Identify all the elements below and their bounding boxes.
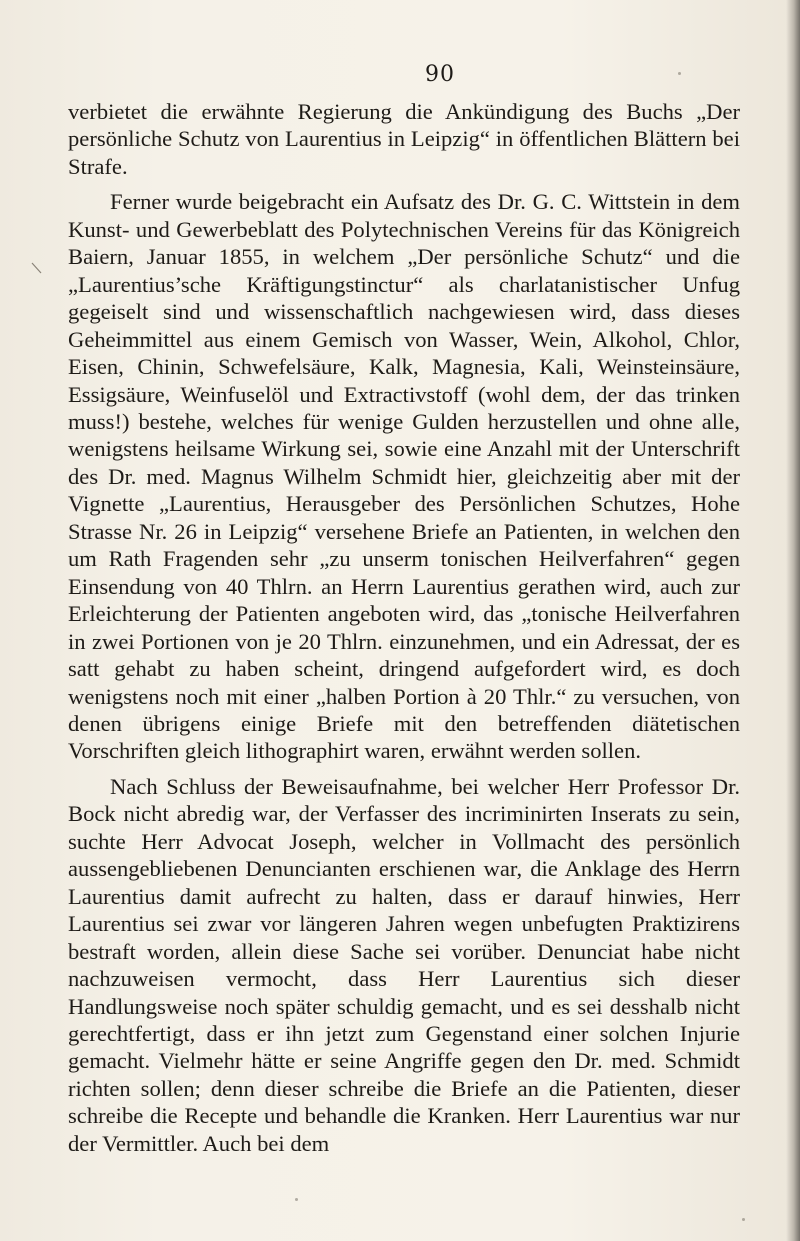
paper-speck [678, 72, 681, 75]
margin-pencil-mark [30, 261, 44, 275]
paragraph: Ferner wurde beigebracht ein Aufsatz des Dr. G. C. Wittstein in dem Kunst- und Gewerbeblatt des Polytechnischen Vereins für das Königreich Baiern, Januar 1855, in welchem „Der persönliche Schutz“ und die „Laurentius’sche Kräftigungstinctur“ als charlatanistischer Unfug gegeiselt sind und wissenschaftlich nachgewiesen wird, dass dieses Geheimmittel aus einem Gemisch von Wasser, Wein, Alkohol, Chlor, Eisen, Chinin, Schwefelsäure, Kalk, Magnesia, Kali, Weinsteinsäure, Essigsäure, Weinfuselöl und Extractivstoff (wohl dem, der das trinken muss!) bestehe, welches für wenige Gulden herzustellen und ohne alle, wenigstens heilsame Wirkung sei, sowie eine Anzahl mit der Unterschrift des Dr. med. Magnus Wilhelm Schmidt hier, gleichzeitig aber mit der Vignette „Laurentius, Herausgeber des Persönlichen Schutzes, Hohe Strasse Nr. 26 in Leipzig“ versehene Briefe an Patienten, in welchen den um Rath Fragenden sehr „zu unserm tonischen Heilverfahren“ gegen Einsendung von 40 Thlrn. an Herrn Laurentius gerathen wird, auch zur Erleichterung der Patienten angeboten wird, das „tonische Heilverfahren in zwei Portionen von je 20 Thlrn. einzunehmen, und ein Adressat, der es satt gehabt zu haben scheint, dringend aufgefordert wird, es doch wenigstens noch mit einer „halben Portion à 20 Thlr.“ zu versuchen, von denen übrigens einige Briefe mit den betreffenden diätetischen Vorschriften gleich lithographirt waren, erwähnt werden sollen. [68, 189, 740, 764]
paper-speck [295, 1198, 298, 1201]
paper-speck [742, 1218, 745, 1221]
body-text [68, 98, 740, 1157]
page-number: 90 [425, 62, 455, 87]
page-edge-shadow [786, 0, 800, 1241]
paragraph: verbietet die erwähnte Regierung die Ankündigung des Buchs „Der persönliche Schutz von Laurentius in Leipzig“ in öffentlichen Blättern bei Strafe. [68, 99, 740, 179]
paragraph: Nach Schluss der Beweisaufnahme, bei welcher Herr Professor Dr. Bock nicht abredig war, der Verfasser des incriminirten Inserats zu sein, suchte Herr Advocat Joseph, welcher in Vollmacht des persönlich aussengebliebenen Denuncianten erschienen war, die Anklage des Herrn Laurentius damit aufrecht zu halten, dass er darauf hinwies, Herr Laurentius sei zwar vor längeren Jahren wegen unbefugten Praktizirens bestraft worden, allein diese Sache sei vorüber. Denunciat habe nicht nachzuweisen vermocht, dass Herr Laurentius sich dieser Handlungsweise noch später schuldig gemacht, und es sei desshalb nicht gerechtfertigt, dass er ihn jetzt zum Gegenstand einer solchen Injurie gemacht. Vielmehr hätte er seine Angriffe gegen den Dr. med. Schmidt richten sollen; denn dieser schreibe die Briefe an die Patienten, dieser schreibe die Recepte und behandle die Kranken. Herr Laurentius war nur der Vermittler. Auch bei dem [68, 773, 740, 1156]
